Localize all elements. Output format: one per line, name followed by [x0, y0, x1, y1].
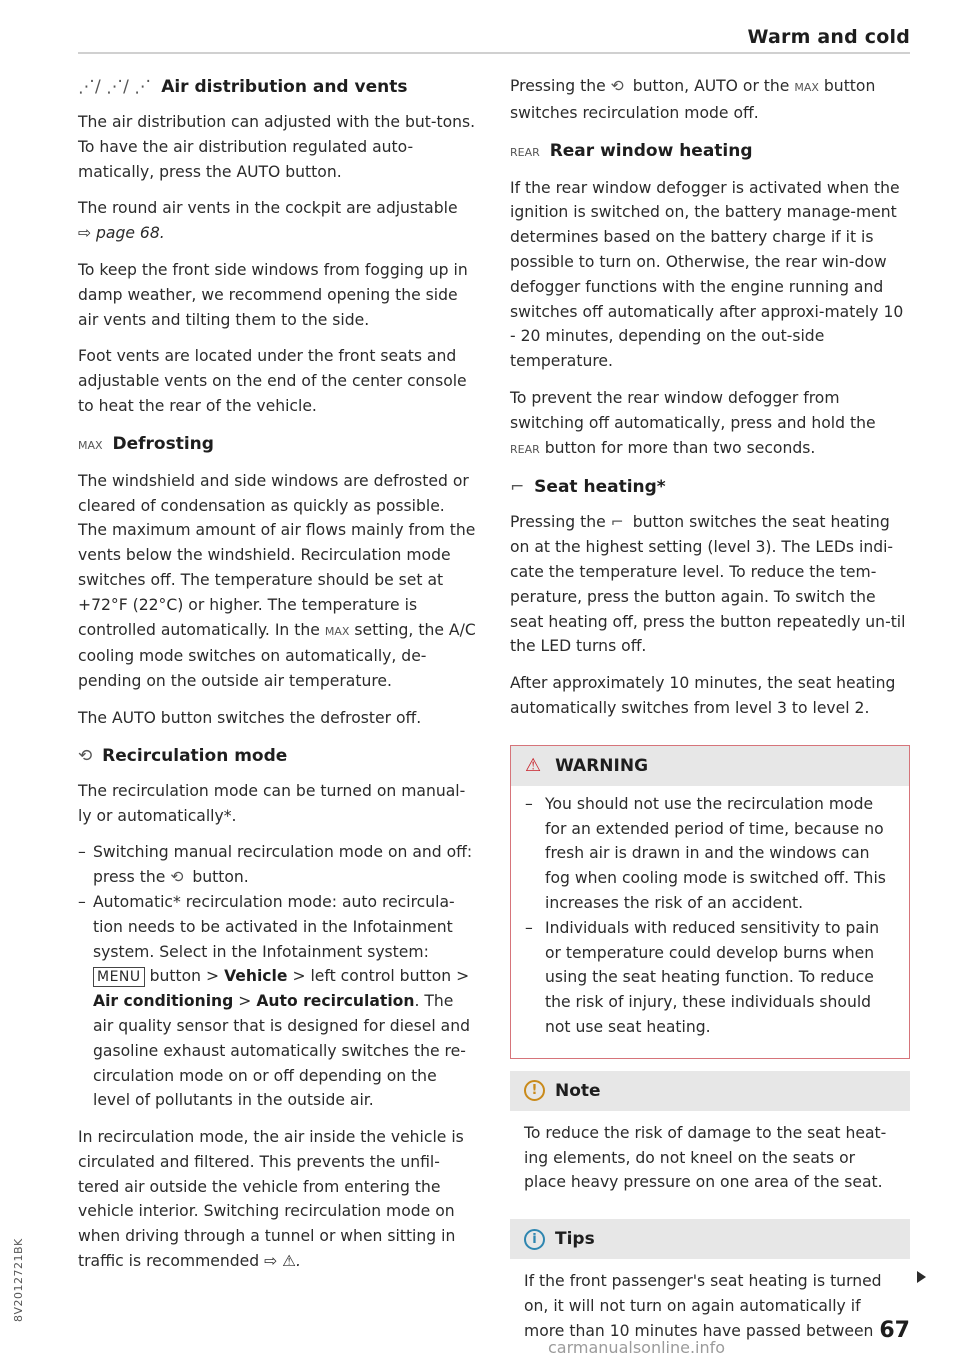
paragraph: Pressing the ⟲ button, AUTO or the MAX button switches recirculation mode off.	[510, 77, 876, 122]
list-item: – You should not use the recirculation mode for an extended period of time, because no fresh air is drawn in and the windows can fog when cooling mode is switched off. This increases the risk of an accident.	[525, 792, 895, 916]
paragraph: The recirculation mode can be turned on manual-ly or automatically*.	[78, 781, 466, 825]
paragraph: Pressing the ⌐ button switches the seat heating on at the highest setting (level 3). The LEDs indi-cate the temperature level. To reduce the tem-perature, press the button again. To switch the seat heating off, press the button repeatedly un-til the LED turns off.	[510, 513, 906, 656]
left-column	[78, 74, 478, 1286]
paragraph: To prevent the rear window defogger from switching off automatically, press and hold the REAR button for more than two seconds.	[510, 388, 876, 457]
tips-text: If the front passenger's seat heating is turned on, it will not turn on again automatically if more than 10 minutes have passed between	[524, 1272, 882, 1340]
defrost-max-icon: MAX	[794, 81, 819, 94]
page-number: 67	[879, 1318, 910, 1343]
recirculation-icon: ⟲	[610, 77, 624, 95]
list-item: – Switching manual recirculation mode on and off: press the ⟲ button.	[78, 840, 478, 890]
list-item: – Individuals with reduced sensitivity to pain or temperature could develop burns when using the seat heating function. To reduce the risk of injury, these individuals should not use seat heating.	[525, 916, 895, 1040]
heading-seat-heating: ⌐ Seat heating*	[510, 477, 666, 498]
continue-arrow-icon	[917, 1271, 926, 1283]
heading-recirculation: ⟲ Recirculation mode	[78, 745, 288, 766]
paragraph: The round air vents in the cockpit are adjustable ⇨ page 68.	[78, 199, 458, 243]
note-box	[510, 1071, 910, 1209]
defrost-max-icon: MAX	[78, 438, 103, 452]
seat-heating-icon: ⌐	[610, 513, 624, 532]
section-title: Warm and cold	[747, 26, 910, 48]
heading-defrosting: MAX Defrosting	[78, 433, 214, 454]
defrost-max-icon: MAX	[324, 624, 350, 638]
document-code: 8V2012721BK	[12, 1238, 25, 1322]
paragraph: The AUTO button switches the defroster off.	[78, 708, 422, 727]
rear-defrost-icon: REAR	[510, 442, 540, 456]
right-column	[510, 74, 910, 1357]
warning-triangle-icon: ⚠	[525, 754, 542, 776]
warning-list	[525, 792, 895, 1040]
header-rule	[78, 52, 910, 54]
paragraph: If the rear window defogger is activated when the ignition is switched on, the battery manage-ment determines based on the battery charge if it is possible to turn on. Otherwise, the rear win-dow defogger functions with the engine running and switches off automatically after approxi-mately 10 - 20 minutes, depending on the out-side temperature.	[510, 178, 904, 371]
warning-reference-link[interactable]: ⇨ ⚠.	[264, 1252, 301, 1271]
recirculation-icon: ⟲	[78, 745, 93, 766]
paragraph: Foot vents are located under the front seats and adjustable vents on the end of the center console to heat the rear of the vehicle.	[78, 347, 467, 415]
paragraph: The air distribution can adjusted with the but-tons. To have the air distribution regulated auto-matically, press the AUTO button.	[78, 113, 476, 181]
info-icon: i	[524, 1229, 545, 1250]
recirculation-icon: ⟲	[170, 868, 184, 887]
warning-box	[510, 745, 910, 1059]
rear-defrost-icon: REAR	[510, 145, 540, 159]
recirculation-list	[78, 840, 478, 1113]
note-icon: !	[524, 1080, 545, 1101]
air-distribution-icons: ⋰/ ⋰/ ⋰	[78, 77, 152, 97]
tips-box	[510, 1219, 910, 1357]
heading-rear-window-heating: REAR Rear window heating	[510, 140, 753, 161]
watermark: carmanualsonline.info	[548, 1338, 726, 1357]
warning-header: ⚠ WARNING	[511, 746, 909, 786]
seat-heating-icon: ⌐	[510, 477, 525, 498]
menu-key: MENU	[93, 967, 145, 987]
heading-air-distribution: ⋰/ ⋰/ ⋰ Air distribution and vents	[78, 77, 408, 97]
paragraph: After approximately 10 minutes, the seat heating automatically switches from level 3 to level 2.	[510, 674, 896, 717]
tips-header: i Tips	[510, 1219, 910, 1259]
paragraph: To keep the front side windows from fogging up in damp weather, we recommend opening the side air vents and tilting them to the side.	[78, 260, 468, 329]
paragraph: The windshield and side windows are defrosted or cleared of condensation as quickly as possible. The maximum amount of air flows mainly from the vents below the windshield. Recirculation mode switches off. The temperature should be set at +72°F (22°C) or higher. The temperature is controlled automatically. In the MAX setting, the A/C cooling mode switches on automatically, de-pending on the outside air temperature.	[78, 471, 476, 691]
page-reference-link[interactable]: ⇨ page 68.	[78, 224, 165, 243]
paragraph: In recirculation mode, the air inside the vehicle is circulated and filtered. This prevents the unfil-tered air outside the vehicle from entering the vehicle interior. Switching recirculation mode on when driving through a tunnel or when sitting in traffic is recommended ⇨ ⚠.	[78, 1128, 464, 1271]
note-header: ! Note	[510, 1071, 910, 1111]
note-text: To reduce the risk of damage to the seat heat-ing elements, do not kneel on the seats or place heavy pressure on one area of the seat.	[524, 1123, 887, 1192]
list-item: – Automatic* recirculation mode: auto recircula-tion needs to be activated in the Infotainment system. Select in the Infotainment system: MENU button > Vehicle > left control button > Air conditioning > Auto recirculation. The air quality sensor that is designed for diesel and gasoline exhaust automatically switches the re-circulation mode on or off depending on the level of pollutants in the outside air.	[78, 890, 478, 1113]
